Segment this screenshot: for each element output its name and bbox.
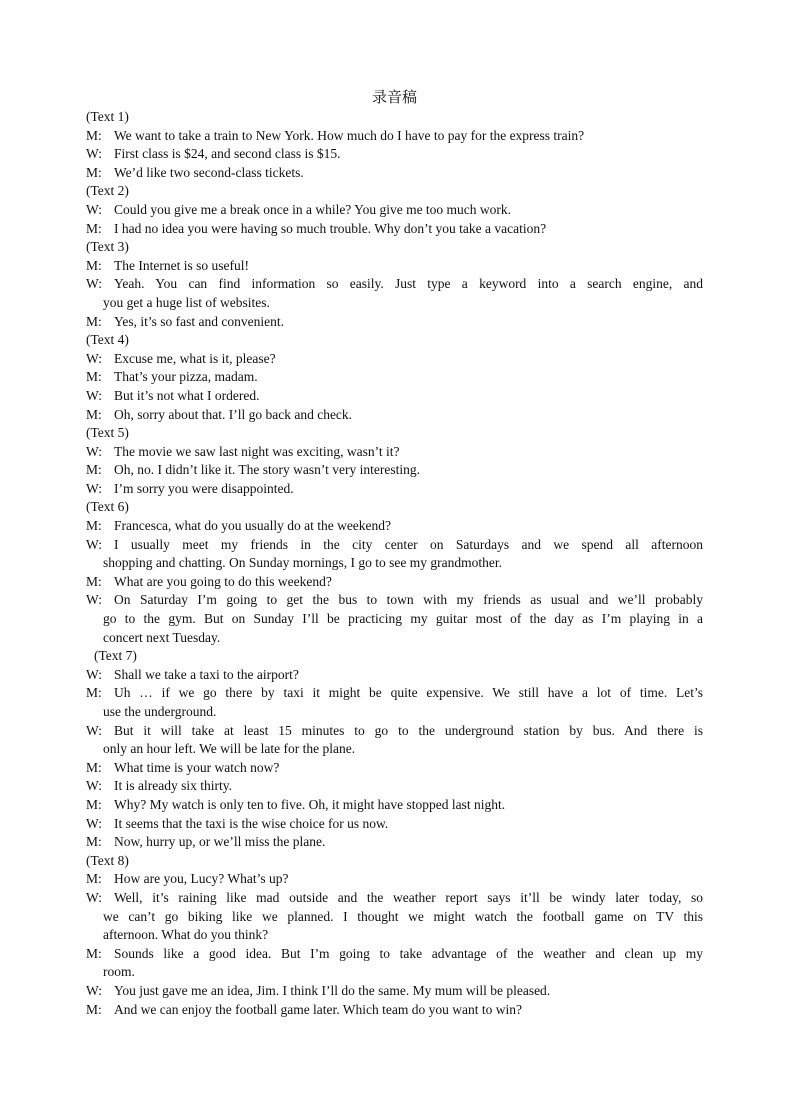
speech-line: We want to take a train to New York. How much do I have to pay for the express train? [114,127,585,143]
speaker-label: M: [86,257,102,273]
speaker-label: M: [86,406,102,422]
speech-line: And we can enjoy the football game later. Which team do you want to win? [114,1001,523,1017]
dialogue-turn [86,870,703,889]
dialogue-turn [86,833,703,852]
transcript-body [86,108,703,1019]
dialogue-turn [86,275,703,312]
speech-line: I usually meet my friends in the city center on Saturdays and we spend all afternoon [114,536,703,552]
speaker-label: M: [86,685,102,701]
section-label: (Text 2) [86,183,129,199]
speech-line-continued: you get a huge list of websites. [103,294,270,310]
speech-line: Now, hurry up, or we’ll miss the plane. [114,834,326,850]
speaker-label: M: [86,1001,102,1017]
speaker-label: W: [86,982,102,998]
speaker-label: W: [86,387,102,403]
speaker-label: M: [86,871,102,887]
dialogue-turn [86,350,703,369]
dialogue-turn [86,796,703,815]
dialogue-turn [86,145,703,164]
section-label: (Text 6) [86,499,129,515]
section-label: (Text 4) [86,332,129,348]
speech-line: But it will take at least 15 minutes to go to the underground station by bus. And there is [114,722,703,738]
speech-line: What time is your watch now? [114,759,280,775]
speaker-label: M: [86,834,102,850]
speech-line: We’d like two second-class tickets. [114,164,304,180]
speech-line: Excuse me, what is it, please? [114,350,276,366]
speaker-label: W: [86,276,102,292]
section-label: (Text 8) [86,852,129,868]
speech-line: Oh, sorry about that. I’ll go back and check. [114,406,353,422]
speaker-label: M: [86,369,102,385]
speech-line: Why? My watch is only ten to five. Oh, it might have stopped last night. [114,796,506,812]
speech-line: I had no idea you were having so much trouble. Why don’t you take a vacation? [114,220,547,236]
speech-line: Sounds like a good idea. But I’m going to take advantage of the weather and clean up my [114,945,703,961]
dialogue-turn [86,313,703,332]
speech-line-continued: go to the gym. But on Sunday I’ll be practicing my guitar most of the day as I’m playing in a [103,611,703,627]
dialogue-turn [86,164,703,183]
speaker-label: W: [86,889,102,905]
speaker-label: M: [86,945,102,961]
dialogue-turn [86,220,703,239]
speech-line: But it’s not what I ordered. [114,387,260,403]
dialogue-turn [86,982,703,1001]
speech-line-continued: afternoon. What do you think? [103,927,269,943]
speech-line: What are you going to do this weekend? [114,573,332,589]
section-label: (Text 7) [94,648,137,664]
dialogue-turn [86,722,703,759]
speech-line: Yes, it’s so fast and convenient. [114,313,284,329]
transcript-page [86,86,703,1019]
speech-line: Francesca, what do you usually do at the weekend? [114,518,392,534]
speaker-label: M: [86,313,102,329]
speaker-label: W: [86,666,102,682]
speech-line: How are you, Lucy? What’s up? [114,871,289,887]
speech-line-continued: use the underground. [103,704,217,719]
section-label: (Text 3) [86,239,129,255]
dialogue-turn [86,573,703,592]
speaker-label: M: [86,518,102,534]
speech-line-continued: only an hour left. We will be late for the plane. [103,741,356,757]
speech-line: The movie we saw last night was exciting, wasn’t it? [114,443,400,459]
dialogue-turn [86,684,703,721]
dialogue-turn [86,889,703,945]
speaker-label: W: [86,722,102,738]
speaker-label: M: [86,759,102,775]
speech-line: On Saturday I’m going to get the bus to town with my friends as usual and we’ll probably [114,592,703,608]
speaker-label: M: [86,462,102,478]
speech-line: I’m sorry you were disappointed. [114,480,294,496]
dialogue-turn [86,759,703,778]
speech-line: You just gave me an idea, Jim. I think I’ll do the same. My mum will be pleased. [114,982,551,998]
speech-line: It is already six thirty. [114,778,232,794]
dialogue-turn [86,201,703,220]
speech-line: Yeah. You can find information so easily. Just type a keyword into a search engine, and [114,276,703,292]
speech-line: Uh … if we go there by taxi it might be quite expensive. We still have a lot of time. Let’s [114,685,703,701]
dialogue-turn [86,536,703,573]
speaker-label: W: [86,536,102,552]
section-label: (Text 5) [86,425,129,441]
dialogue-turn [86,368,703,387]
dialogue-turn [86,127,703,146]
speaker-label: M: [86,164,102,180]
speaker-label: M: [86,127,102,143]
dialogue-turn [86,480,703,499]
dialogue-turn [86,406,703,425]
section-label: (Text 1) [86,109,129,124]
speech-line: Shall we take a taxi to the airport? [114,666,299,682]
speech-line: It seems that the taxi is the wise choice for us now. [114,815,389,831]
speaker-label: M: [86,573,102,589]
speaker-label: W: [86,592,102,608]
dialogue-turn [86,815,703,834]
dialogue-turn [86,387,703,406]
dialogue-turn [86,777,703,796]
speaker-label: W: [86,443,102,459]
speaker-label: M: [86,796,102,812]
dialogue-turn [86,666,703,685]
speech-line-continued: shopping and chatting. On Sunday mornings, I go to see my grandmother. [103,555,502,571]
dialogue-turn [86,461,703,480]
speech-line-continued: concert next Tuesday. [103,629,221,645]
dialogue-turn [86,1001,703,1020]
speech-line: Well, it’s raining like mad outside and the weather report says it’ll be windy later today, so [114,889,703,905]
speaker-label: W: [86,350,102,366]
speaker-label: W: [86,201,102,217]
speech-line-continued: room. [103,964,135,980]
speech-line-continued: we can’t go biking like we planned. I thought we might watch the football game on TV this [103,908,703,924]
speech-line: That’s your pizza, madam. [114,369,258,385]
speaker-label: W: [86,146,102,162]
page-title: 录音稿 [371,88,417,106]
speaker-label: M: [86,220,102,236]
speaker-label: W: [86,480,102,496]
speaker-label: W: [86,815,102,831]
speaker-label: W: [86,778,102,794]
dialogue-turn [86,945,703,982]
speech-line: Oh, no. I didn’t like it. The story wasn’t very interesting. [114,462,420,478]
speech-line: Could you give me a break once in a while? You give me too much work. [114,201,512,217]
dialogue-turn [86,517,703,536]
speech-line: First class is $24, and second class is $15. [114,146,341,162]
dialogue-turn [86,257,703,276]
dialogue-turn [86,591,703,647]
dialogue-turn [86,443,703,462]
speech-line: The Internet is so useful! [114,257,249,273]
